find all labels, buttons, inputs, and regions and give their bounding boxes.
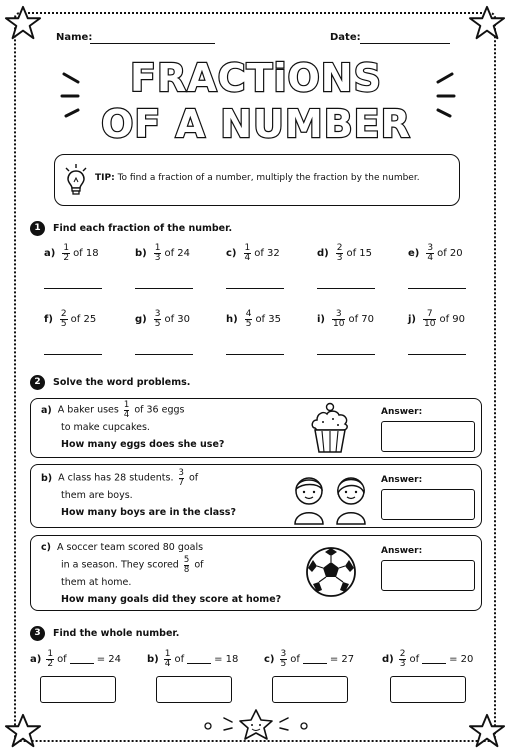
fraction: $\frac{1}{4}$ (123, 400, 130, 420)
whole-answer-box-d[interactable] (390, 676, 466, 703)
problem-label: d) (382, 654, 394, 665)
page-title-line1: FRACTiONS (130, 56, 382, 100)
answer-box-b[interactable] (381, 489, 475, 520)
tip-label: TIP: (95, 173, 115, 183)
blank-line[interactable] (422, 655, 446, 664)
star-icon (468, 712, 506, 750)
fraction-problem (317, 310, 374, 329)
blank-line[interactable] (303, 655, 327, 664)
sparkle-lines-icon (418, 68, 458, 124)
word-problem-a-box (30, 398, 482, 458)
problem-result: = 20 (449, 654, 474, 665)
fraction-problem (408, 310, 465, 329)
section3-heading: Find the whole number. (53, 628, 180, 639)
fraction: $\frac{3}{5}$ (280, 649, 287, 669)
fraction: $\frac{1}{4}$ (244, 243, 251, 263)
fraction: $\frac{1}{2}$ (63, 243, 70, 263)
fraction: $\frac{3}{5}$ (154, 309, 161, 329)
problem-text: of 24 (164, 248, 191, 259)
whole-number-problem (147, 650, 238, 669)
sparkle-lines-icon (58, 68, 98, 124)
whole-answer-box-b[interactable] (156, 676, 232, 703)
fraction-problem (44, 244, 99, 263)
fraction: $\frac{5}{8}$ (183, 555, 190, 575)
answer-label: Answer: (381, 475, 423, 485)
section-number-badge: 3 (30, 626, 45, 641)
problem-text: of 20 (437, 248, 463, 259)
fraction: $\frac{3}{4}$ (427, 243, 434, 263)
whole-answer-box-a[interactable] (40, 676, 116, 703)
fraction: $\frac{7}{10}$ (424, 309, 436, 329)
problem-label: b) (147, 654, 159, 665)
problem-text: of 32 (254, 248, 280, 259)
word-problem-b-text: b) A class has 28 students. $\frac{3}{7}$ of them are boys. How many boys are in the class? (41, 468, 236, 518)
star-icon (468, 4, 506, 42)
answer-line[interactable] (226, 288, 284, 289)
word-problem-b-box (30, 464, 482, 528)
fraction: $\frac{4}{5}$ (245, 309, 252, 329)
problem-text: of 35 (255, 314, 281, 325)
star-icon (4, 4, 42, 42)
problem-text: of 30 (164, 314, 191, 325)
section1-heading: Find each fraction of the number. (53, 223, 233, 234)
problem-text: of (57, 654, 67, 665)
answer-line[interactable] (44, 354, 102, 355)
problem-text: of (290, 654, 300, 665)
word-problem-c-box (30, 535, 482, 611)
fraction: $\frac{2}{5}$ (60, 309, 67, 329)
answer-line[interactable] (317, 288, 375, 289)
soccer-ball-icon (305, 546, 357, 598)
problem-label: e) (408, 248, 420, 259)
section2-heading: Solve the word problems. (53, 377, 191, 388)
answer-line[interactable] (226, 354, 284, 355)
tip-box (54, 154, 460, 206)
problem-label: a) (44, 248, 56, 259)
answer-label: Answer: (381, 546, 423, 556)
problem-label: a) (30, 654, 42, 665)
whole-number-problem (30, 650, 121, 669)
problem-text: of 15 (346, 248, 373, 259)
name-line[interactable] (90, 43, 215, 44)
fraction-problem (44, 310, 96, 329)
lightbulb-icon (63, 163, 89, 197)
problem-label: g) (135, 314, 147, 325)
problem-label: h) (226, 314, 238, 325)
star-icon (4, 712, 42, 750)
smiling-star-icon (196, 706, 316, 742)
cupcake-icon (307, 402, 353, 454)
page-title-line2: OF A NUMBER (101, 102, 411, 146)
answer-line[interactable] (135, 354, 193, 355)
problem-text: of 70 (348, 314, 374, 325)
problem-label: c) (264, 654, 275, 665)
fraction-problem (226, 310, 281, 329)
whole-number-problem (382, 650, 473, 669)
answer-line[interactable] (408, 354, 466, 355)
section-number-badge: 1 (30, 221, 45, 236)
fraction: $\frac{3}{10}$ (333, 309, 345, 329)
answer-label: Answer: (381, 407, 423, 417)
whole-answer-box-c[interactable] (272, 676, 348, 703)
answer-box-a[interactable] (381, 421, 475, 452)
problem-label: j) (408, 314, 416, 325)
problem-result: = 24 (96, 654, 121, 665)
section-number-badge: 2 (30, 375, 45, 390)
answer-line[interactable] (408, 288, 466, 289)
problem-label: i) (317, 314, 325, 325)
word-problem-a-text: a) A baker uses $\frac{1}{4}$ of 36 eggs to make cupcakes. How many eggs does she use? (41, 400, 225, 450)
fraction-problem (226, 244, 280, 263)
whole-number-problem (264, 650, 354, 669)
tip-body: To find a fraction of a number, multiply the fraction by the number. (117, 173, 420, 183)
problem-label: b) (135, 248, 147, 259)
fraction-problem (135, 244, 190, 263)
problem-label: c) (226, 248, 237, 259)
blank-line[interactable] (187, 655, 211, 664)
fraction: $\frac{1}{4}$ (164, 649, 171, 669)
tip-text (95, 173, 420, 183)
fraction-problem (317, 244, 372, 263)
problem-label: d) (317, 248, 329, 259)
problem-result: = 18 (214, 654, 239, 665)
word-problem-c-text: c) A soccer team scored 80 goals in a season. They scored $\frac{5}{8}$ of them at home. How many goals did they score at home? (41, 542, 282, 605)
fraction: $\frac{3}{7}$ (178, 468, 184, 488)
answer-line[interactable] (317, 354, 375, 355)
problem-result: = 27 (329, 654, 355, 665)
answer-line[interactable] (135, 288, 193, 289)
answer-line[interactable] (44, 288, 102, 289)
problem-text: of 18 (73, 248, 99, 259)
problem-text: of (409, 654, 420, 665)
fraction: $\frac{1}{2}$ (47, 649, 54, 669)
fraction-problem (408, 244, 463, 263)
problem-text: of 90 (439, 314, 465, 325)
fraction-problem (135, 310, 190, 329)
blank-line[interactable] (70, 655, 94, 664)
problem-text: of 25 (70, 314, 97, 325)
fraction: $\frac{1}{3}$ (154, 243, 161, 263)
fraction: $\frac{2}{3}$ (399, 649, 406, 669)
problem-label: f) (44, 314, 53, 325)
name-label: Name: (56, 32, 93, 43)
fraction: $\frac{2}{3}$ (336, 243, 343, 263)
date-line[interactable] (360, 43, 450, 44)
problem-text: of (174, 654, 185, 665)
answer-box-c[interactable] (381, 560, 475, 591)
children-icon (289, 469, 373, 525)
date-label: Date: (330, 32, 361, 43)
